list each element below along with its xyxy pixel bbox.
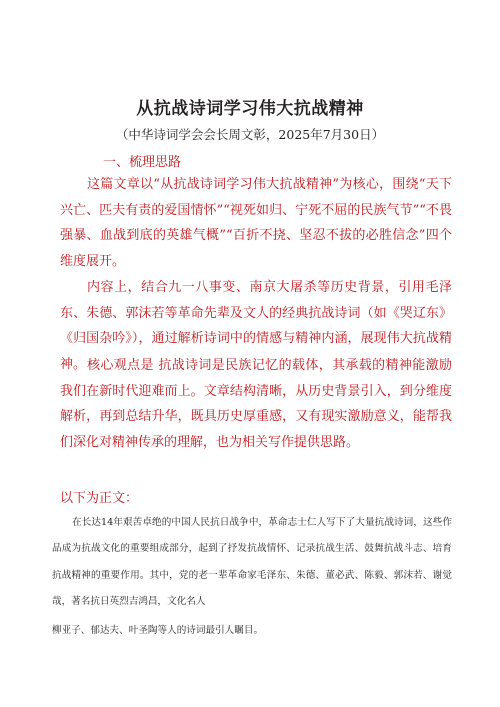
- outline-paragraph: 这篇文章以“从抗战诗词学习伟大抗战精神”为核心，围绕“天下兴亡、匹夫有责的爱国情怀”“视死如归、宁死不屈的民族气节”“不畏强暴、血战到底的英雄气概”“百折不挠、坚忍不拔的必胜信念”四个维度展开。: [60, 177, 452, 269]
- outline-paragraph: 核心观点是 抗战诗词是民族记忆的载体，其承载的精神能激励我们在新时代迎难而上。文章结构清晰，从历史背景引入，到分维度解析，再到总结升华，既具历史厚重感，又有现实激励意义，能帮我们深化对精神传承的理解，也为相关写作提供思路。: [60, 358, 452, 450]
- document-title: 从抗战诗词学习伟大抗战精神: [136, 99, 364, 119]
- body-paragraph: 在长达14年艰苦卓绝的中国人民抗日战争中，革命志士仁人写下了大量抗战诗词，这些作品成为抗战文化的重要组成部分，起到了抒发抗战情怀、记录抗战生活、鼓舞抗战斗志、培育抗战精神的重要作用。其中，党的老一辈革命家毛泽东、朱德、董必武、陈毅、郭沫若、谢觉哉，著名抗日英烈吉鸿昌，文化名人: [52, 517, 452, 607]
- body-paragraph: 柳亚子、郁达夫、叶圣陶等人的诗词最引人瞩目。: [52, 625, 264, 636]
- body-heading: 以下为正文：: [60, 491, 139, 506]
- outline-heading: 一、梳理思路: [103, 155, 182, 170]
- outline-paragraph: 内容上，结合九一八事变、南京大屠杀等历史背景，引用毛泽东、朱德、郭沫若等革命先辈及文人的经典抗战诗词（如《哭辽东》《归国杂吟》），通过解析诗词中的情感与精神内涵，展现伟大抗战精神。: [60, 280, 452, 372]
- document-subtitle: （中华诗词学会会长周文彰，2025年7月30日）: [115, 127, 385, 142]
